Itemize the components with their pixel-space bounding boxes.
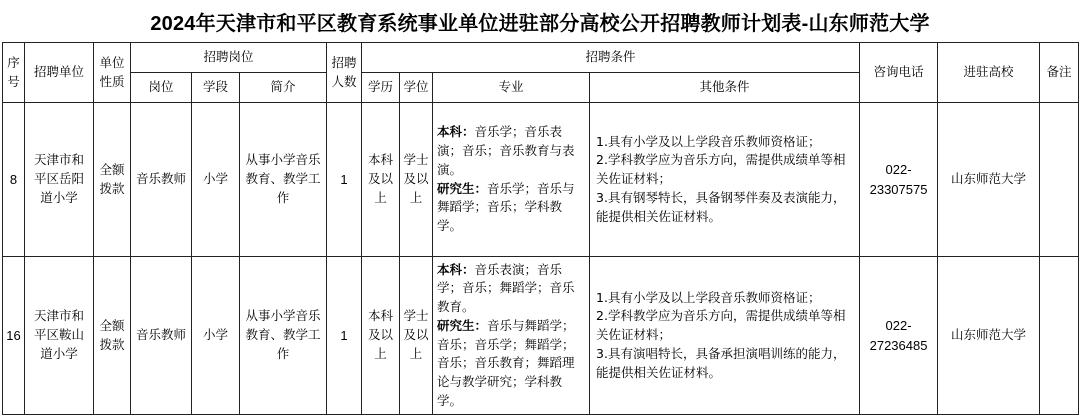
header-phone: 咨询电话 bbox=[860, 43, 938, 103]
cell-unit: 天津市和平区鞍山道小学 bbox=[25, 257, 94, 415]
header-degree: 学位 bbox=[400, 73, 433, 103]
cell-nature: 全额拨款 bbox=[94, 257, 131, 415]
recruitment-table bbox=[2, 42, 1079, 415]
cell-edu: 本科及以上 bbox=[362, 103, 400, 257]
header-row-1 bbox=[3, 43, 1079, 73]
condition-item: 3.具有演唱特长，具备承担演唱训练的能力，能提供相关佐证材料。 bbox=[596, 345, 846, 380]
header-note: 备注 bbox=[1040, 43, 1079, 103]
major-undergrad-label: 本科： bbox=[437, 261, 475, 277]
cell-post: 音乐教师 bbox=[131, 257, 192, 415]
cell-count: 1 bbox=[327, 257, 362, 415]
header-nature: 单位性质 bbox=[94, 43, 131, 103]
cell-edu: 本科及以上 bbox=[362, 257, 400, 415]
cell-intro: 从事小学音乐教育、教学工作 bbox=[240, 103, 327, 257]
header-count: 招聘人数 bbox=[327, 43, 362, 103]
cell-phone: 022-27236485 bbox=[860, 257, 938, 415]
condition-item: 2.学科教学应为音乐方向，需提供成绩单等相关佐证材料； bbox=[596, 308, 846, 343]
header-intro: 简介 bbox=[240, 73, 327, 103]
cell-nature: 全额拨款 bbox=[94, 103, 131, 257]
table-row bbox=[3, 257, 1079, 415]
cell-intro: 从事小学音乐教育、教学工作 bbox=[240, 257, 327, 415]
cell-note bbox=[1040, 103, 1079, 257]
cell-stage: 小学 bbox=[192, 257, 240, 415]
cell-other-conditions bbox=[590, 257, 860, 415]
condition-item: 2.学科教学应为音乐方向，需提供成绩单等相关佐证材料； bbox=[596, 152, 846, 187]
page-title: 2024年天津市和平区教育系统事业单位进驻部分高校公开招聘教师计划表-山东师范大学 bbox=[150, 12, 930, 35]
header-major: 专业 bbox=[433, 73, 590, 103]
cell-phone: 022-23307575 bbox=[860, 103, 938, 257]
condition-item: 1.具有小学及以上学段音乐教师资格证； bbox=[596, 133, 821, 149]
header-unit: 招聘单位 bbox=[25, 43, 94, 103]
major-postgrad: 音乐与舞蹈学；音乐；音乐学；舞蹈学；音乐；音乐教育；舞蹈理论与教学研究；学科教学。 bbox=[437, 317, 575, 408]
cell-seq: 16 bbox=[3, 257, 25, 415]
cell-school: 山东师范大学 bbox=[938, 103, 1040, 257]
header-other: 其他条件 bbox=[590, 73, 860, 103]
major-postgrad-label: 研究生： bbox=[437, 317, 488, 333]
major-undergrad: 音乐表演；音乐学；音乐；舞蹈学；音乐教育。 bbox=[437, 261, 575, 314]
header-stage: 学段 bbox=[192, 73, 240, 103]
cell-stage: 小学 bbox=[192, 103, 240, 257]
major-undergrad: 音乐学；音乐表演；音乐；音乐教育与表演。 bbox=[437, 124, 575, 177]
major-undergrad-label: 本科： bbox=[437, 124, 475, 140]
cell-count: 1 bbox=[327, 103, 362, 257]
condition-item: 3.具有钢琴特长，具备钢琴伴奏及表演能力，能提供相关佐证材料。 bbox=[596, 189, 846, 224]
header-seq: 序号 bbox=[3, 43, 25, 103]
header-post-group: 招聘岗位 bbox=[131, 43, 327, 73]
header-post: 岗位 bbox=[131, 73, 192, 103]
cell-school: 山东师范大学 bbox=[938, 257, 1040, 415]
table-row bbox=[3, 103, 1079, 257]
cell-seq: 8 bbox=[3, 103, 25, 257]
cell-unit: 天津市和平区岳阳道小学 bbox=[25, 103, 94, 257]
cell-degree: 学士及以上 bbox=[400, 257, 433, 415]
cell-degree: 学士及以上 bbox=[400, 103, 433, 257]
header-school: 进驻高校 bbox=[938, 43, 1040, 103]
cell-post: 音乐教师 bbox=[131, 103, 192, 257]
major-postgrad: 音乐学；音乐与舞蹈学；音乐；学科教学。 bbox=[437, 180, 575, 233]
condition-item: 1.具有小学及以上学段音乐教师资格证； bbox=[596, 289, 821, 305]
cell-note bbox=[1040, 257, 1079, 415]
major-postgrad-label: 研究生： bbox=[437, 180, 488, 196]
cell-other-conditions bbox=[590, 103, 860, 257]
header-condition-group: 招聘条件 bbox=[362, 43, 860, 73]
cell-major bbox=[433, 103, 590, 257]
cell-major bbox=[433, 257, 590, 415]
header-edu: 学历 bbox=[362, 73, 400, 103]
